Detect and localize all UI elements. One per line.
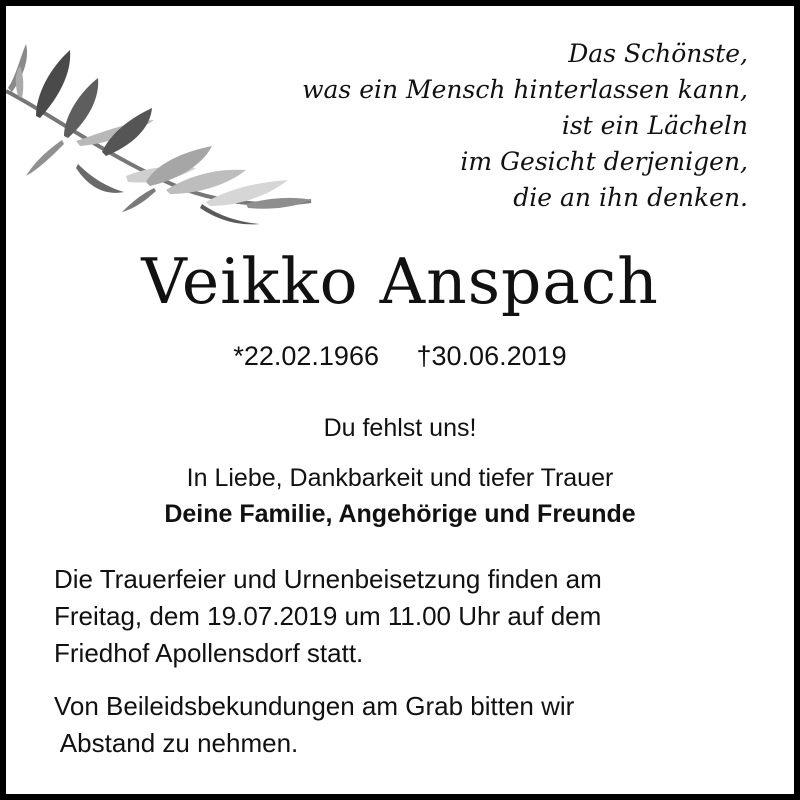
- birth-date: *22.02.1966: [233, 341, 379, 371]
- paragraph-line: Von Beileidsbekundungen am Grab bitten wir: [54, 691, 575, 721]
- paragraph-line: Friedhof Apollensdorf statt.: [54, 638, 364, 668]
- quote-line: Das Schönste,: [568, 39, 748, 68]
- olive-branch-icon: [6, 36, 316, 226]
- deceased-name: Veikko Anspach: [141, 245, 659, 318]
- quote-line: die an ihn denken.: [513, 183, 748, 212]
- memorial-quote: [302, 36, 748, 216]
- missed-line: Du fehlst uns!: [323, 414, 477, 442]
- quote-line: was ein Mensch hinterlassen kann,: [302, 75, 748, 104]
- paragraph-line: Die Trauerfeier und Urnenbeisetzung finden am: [54, 564, 602, 594]
- ceremony-paragraph: [54, 561, 774, 672]
- paragraph-line: Freitag, dem 19.07.2019 um 11.00 Uhr auf dem: [54, 601, 602, 631]
- paragraph-line: Abstand zu nehmen.: [54, 728, 299, 758]
- life-dates: [6, 338, 794, 374]
- condolence-paragraph: [54, 688, 774, 762]
- family-signature: Deine Familie, Angehörige und Freunde: [164, 500, 636, 528]
- death-date: †30.06.2019: [416, 341, 567, 371]
- quote-line: ist ein Lächeln: [561, 111, 748, 140]
- quote-line: im Gesicht derjenigen,: [460, 147, 748, 176]
- dedication-line: In Liebe, Dankbarkeit und tiefer Trauer: [186, 464, 614, 492]
